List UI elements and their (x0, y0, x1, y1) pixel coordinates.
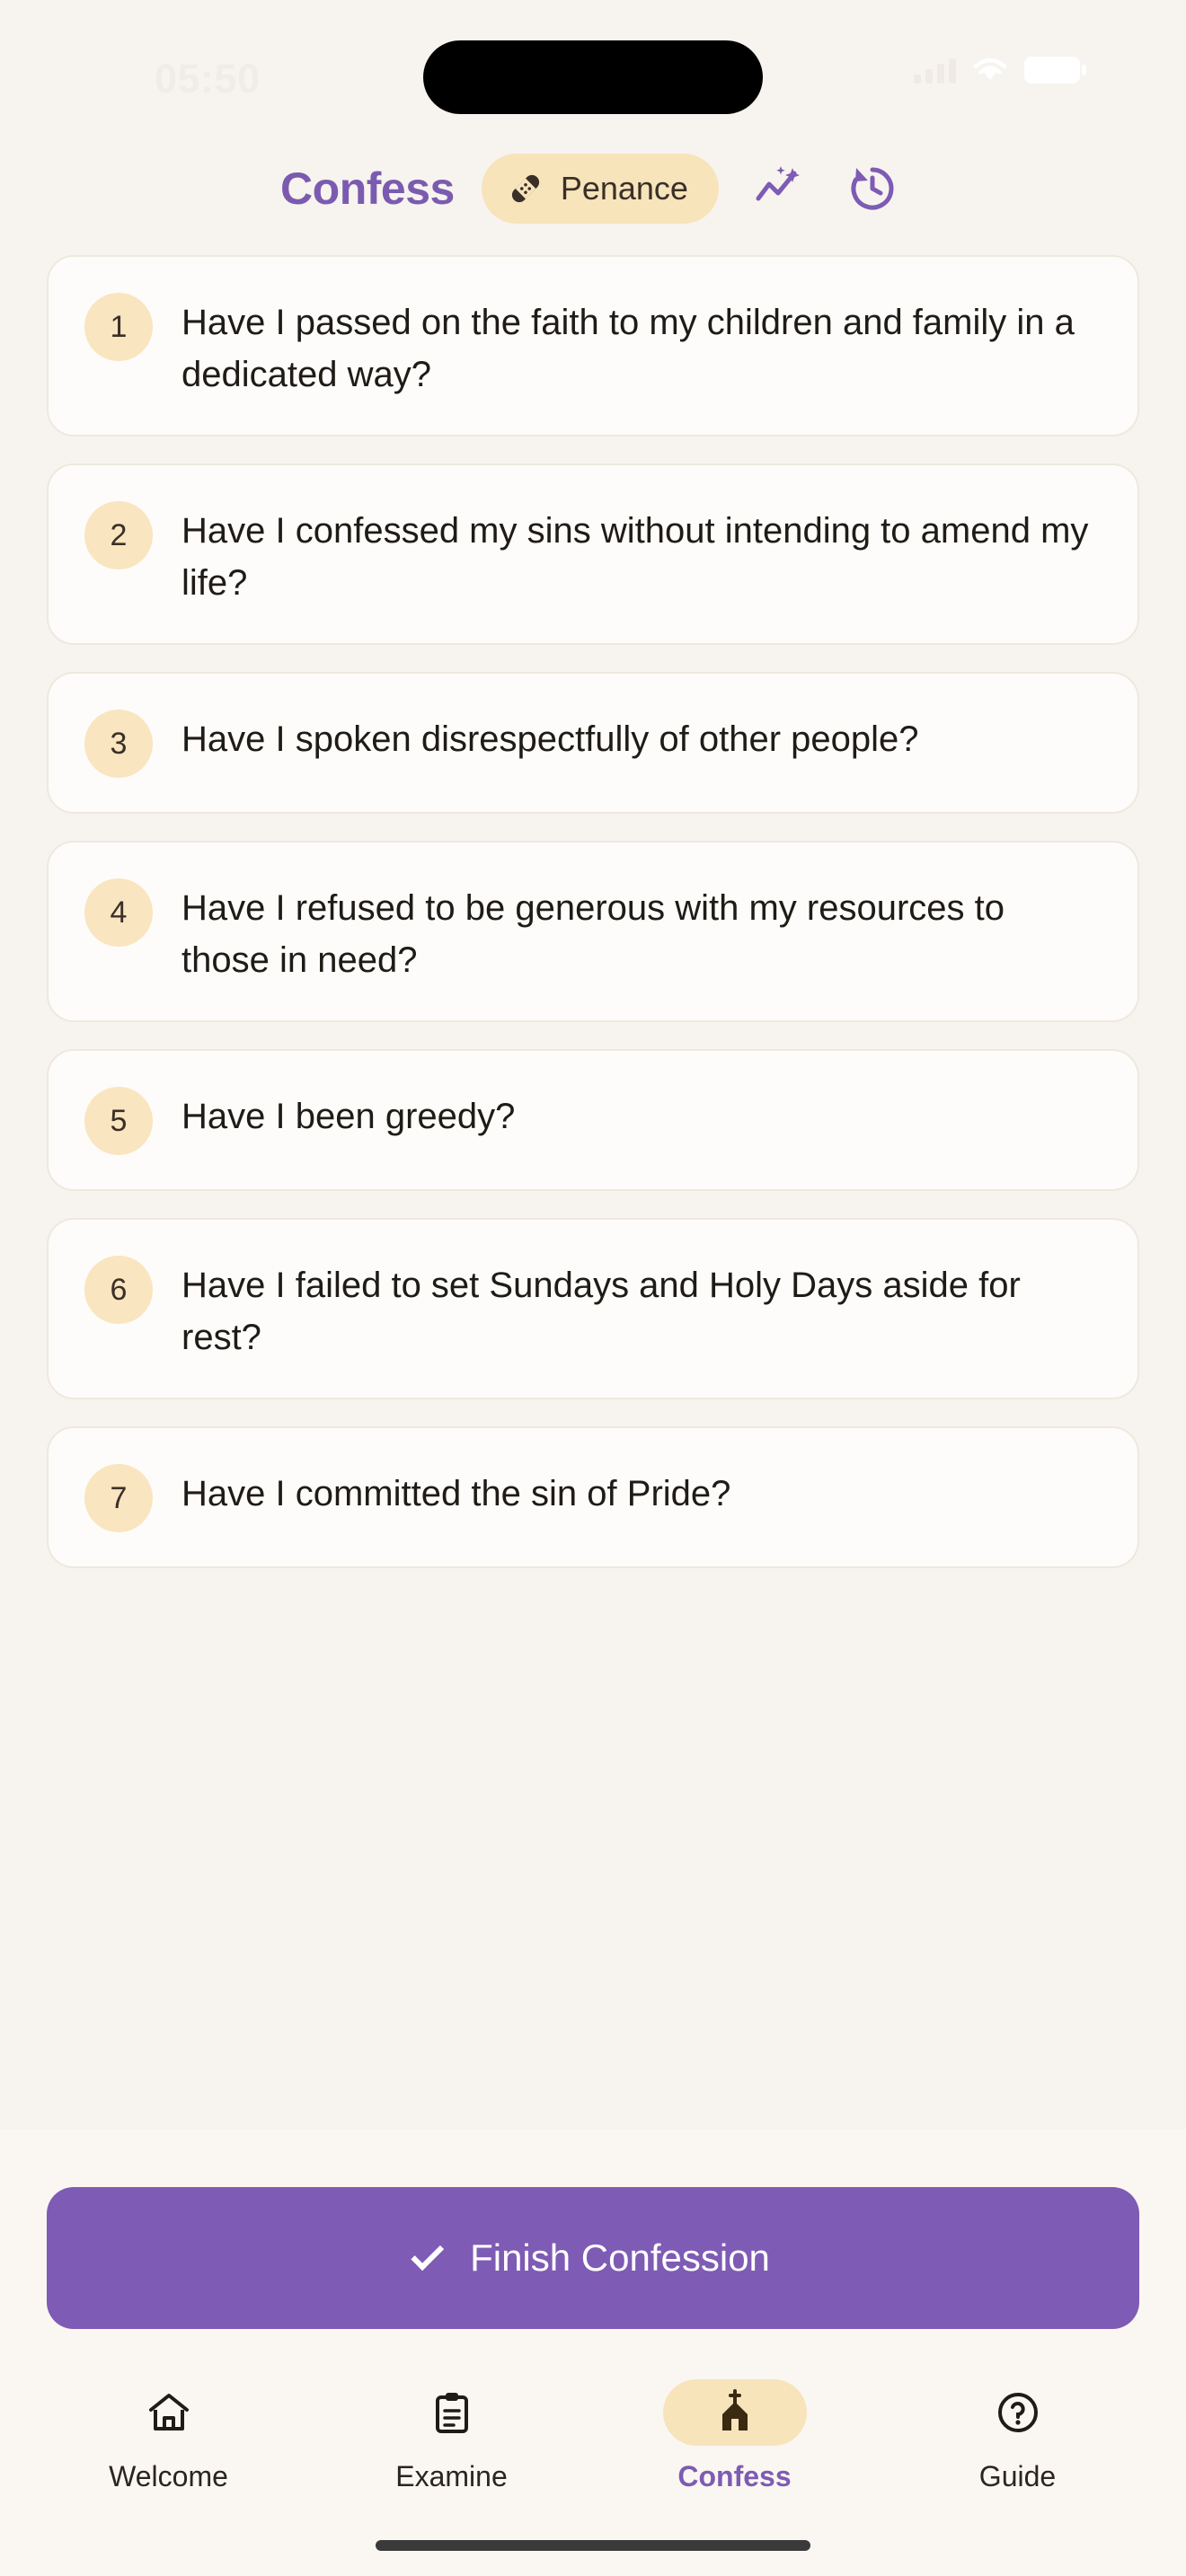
question-number: 3 (84, 710, 153, 778)
penance-button[interactable] (482, 154, 719, 224)
tab-bar (0, 2379, 1186, 2493)
chart-line-sparkle-icon (753, 164, 805, 213)
tab-confess-label: Confess (677, 2460, 792, 2492)
battery-icon (1024, 57, 1080, 84)
status-time: 05:50 (155, 56, 261, 101)
tab-examine-label: Examine (395, 2460, 508, 2492)
question-number: 4 (84, 878, 153, 947)
bandage-icon (507, 170, 544, 207)
question-card[interactable] (47, 463, 1139, 645)
history-clock-icon (846, 163, 898, 215)
tab-examine[interactable] (310, 2379, 593, 2493)
penance-label: Penance (560, 170, 688, 207)
tab-confess[interactable] (593, 2379, 876, 2493)
finish-confession-button[interactable] (47, 2187, 1139, 2329)
clipboard-icon (429, 2389, 475, 2436)
dynamic-island (423, 40, 763, 114)
check-icon (411, 2237, 444, 2271)
question-card[interactable] (47, 672, 1139, 814)
question-number: 6 (84, 1256, 153, 1324)
question-text: Have I spoken disrespectfully of other people? (181, 719, 919, 759)
home-indicator (376, 2540, 810, 2551)
app-header (0, 135, 1186, 243)
page-title: Confess (280, 163, 455, 214)
question-text: Have I refused to be generous with my resources to those in need? (181, 888, 1005, 980)
question-card[interactable] (47, 841, 1139, 1022)
question-circle-icon (995, 2389, 1041, 2436)
question-text: Have I been greedy? (181, 1097, 516, 1136)
question-text: Have I committed the sin of Pride? (181, 1474, 731, 1513)
history-button[interactable] (839, 155, 906, 222)
question-number: 5 (84, 1087, 153, 1155)
question-card[interactable] (47, 1218, 1139, 1399)
question-text: Have I passed on the faith to my children and family in a dedicated way? (181, 303, 1075, 394)
tab-guide-label: Guide (978, 2460, 1057, 2492)
question-number: 7 (84, 1464, 153, 1532)
question-text: Have I confessed my sins without intending to amend my life? (181, 511, 1089, 603)
tab-welcome-label: Welcome (109, 2460, 228, 2492)
tab-confess-icon-wrap (663, 2379, 807, 2446)
tab-welcome-icon-wrap (97, 2379, 241, 2446)
tab-examine-icon-wrap (380, 2379, 524, 2446)
wifi-icon (970, 56, 1010, 84)
question-number: 2 (84, 501, 153, 569)
finish-confession-label: Finish Confession (470, 2236, 770, 2279)
tab-welcome[interactable] (27, 2379, 310, 2493)
progress-button[interactable] (746, 155, 812, 222)
cellular-signal-icon (914, 57, 956, 84)
church-icon (712, 2389, 758, 2436)
question-card[interactable] (47, 255, 1139, 437)
question-text: Have I failed to set Sundays and Holy Days aside for rest? (181, 1266, 1021, 1357)
home-icon (146, 2389, 192, 2436)
bottom-bar (0, 2130, 1186, 2576)
status-indicators (914, 56, 1080, 84)
question-card[interactable] (47, 1426, 1139, 1568)
question-card[interactable] (47, 1049, 1139, 1191)
status-bar (0, 0, 1186, 135)
question-number: 1 (84, 293, 153, 361)
tab-guide[interactable] (876, 2379, 1159, 2493)
tab-guide-icon-wrap (946, 2379, 1090, 2446)
